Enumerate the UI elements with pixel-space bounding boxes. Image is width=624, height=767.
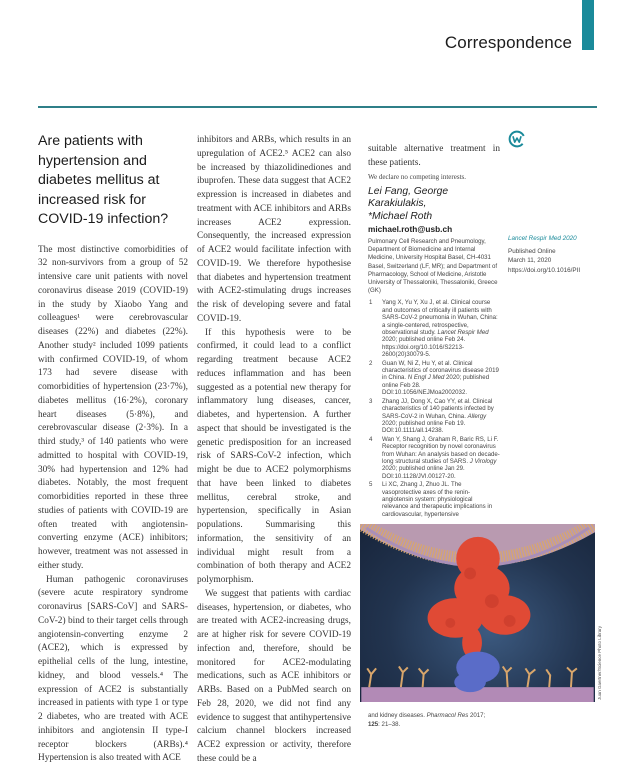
authors-line-2: *Michael Roth (368, 210, 433, 222)
journal-citation-link[interactable]: Lancet Respir Med 2020 (508, 235, 577, 242)
reference-item (368, 299, 500, 358)
publication-info (508, 247, 618, 275)
section-accent-bar (582, 0, 594, 50)
ref5-tail-journal: Pharmacol Res (426, 712, 469, 719)
reference-number: 2 (369, 359, 373, 367)
molecular-illustration (360, 524, 595, 702)
ref5-tail-text: and kidney diseases. (368, 712, 425, 719)
doi-link[interactable]: https://doi.org/10.1016/PII (508, 266, 581, 274)
reference-text: Li XC, Zhang J, Zhuo JL. The vasoprotective axes of the renin-angiotensin system: physiological relevance and therapeutic implications in cardiovascular, hypertensive (382, 481, 493, 518)
reference-5-continuation (368, 712, 588, 729)
reference-item (368, 436, 500, 480)
reference-text: Yang X, Yu Y, Xu J, et al. Clinical course and outcomes of critically ill patients with SARS-CoV-2 pneumonia in Wuhan, China: a single-centered, retrospective, observational study. (382, 299, 498, 337)
paragraph-alternative: suitable alternative treatment in these patients. (368, 144, 500, 168)
figure-credit: Juan Gaertner/Science Photo Library (597, 625, 602, 700)
article-column-3 (368, 143, 500, 519)
reference-list (368, 299, 500, 518)
reference-number: 5 (369, 481, 373, 489)
reference-journal: N Engl J Med (407, 374, 445, 382)
reference-details[interactable]: 2020; published online Feb 24. https://doi.org/10.1016/S2213-2600(20)30079-5. (382, 336, 466, 359)
paragraph-ace2-binding: Human pathogenic coronaviruses (severe acute respiratory syndrome coronavirus [SARS-CoV] and SARS-CoV-2) bind to their target cells through angiotensin-converting enzyme 2 (ACE2), which is expressed by epithelial cells of the lung, intestine, kidney, and blood vessels.⁴ The expression of ACE2 is substantially increased in patients with type 1 or type 2 diabetes, who are treated with ACE inhibitors and angiotensin II type-I receptor blockers (ARBs).⁴ Hypertension is also treated with ACE (38, 574, 188, 764)
reference-journal: Allergy (467, 412, 487, 420)
affiliation: Pulmonary Cell Research and Pneumology, Department of Biomedicine and Internal Medicine, University Hospital Basel, CH-4031 Basel, Switzerland (LF, MR); and Department of Pharmacology, School of Medicine, Aristotle University of Thessaloniki, Thessaloniki, Greece (GK) (368, 238, 498, 295)
paragraph-conflict: If this hypothesis were to be confirmed, it could lead to a conflict regarding treatment because ACE2 reduces inflammation and has been suggested as a potential new therapy for inflammatory lung diseases, cancer, diabetes, and hypertension. A further aspect that should be investigated is the genetic predisposition for an increased risk of SARS-CoV-2 infection, which might be due to ACE2 polymorphisms that have been linked to diabetes mellitus, cerebral stroke, and hypertension, specifically in Asian populations. Summarising this information, the sensitivity of an individual might result from a combination of both therapy and ACE2 polymorphism. (197, 327, 351, 585)
spike-protein (454, 652, 499, 693)
section-label: Correspondence (444, 33, 572, 52)
reference-text: Wan Y, Shang J, Graham R, Baric RS, Li F. Receptor recognition by novel coronavirus from Wuhan: An analysis based on decade-long structural studies of SARS. (382, 435, 500, 465)
reference-item (368, 398, 500, 435)
header-divider (38, 106, 597, 108)
paragraph-comorbidities: The most distinctive comorbidities of 32 non-survivors from a group of 52 intensive care unit patients with novel coronavirus disease 2019 (COVID-19) in the study by Xiaobo Yang and colleagues¹ were cerebrovascular diseases (22%) and diabetes (22%). Another study² included 1099 patients with confirmed COVID-19, of whom 173 had severe disease with comorbidities of hypertension (23·7%), diabetes mellitus (16·2%), coronary heart diseases (5·8%), and cerebrovascular disease (2·3%). In a third study,³ of 140 patients who were admitted to hospital with COVID-19, 30% had hypertension and 12% had diabetes. Notably, the most frequent comorbidities reported in these three studies of patients with COVID-19 are often treated with angiotensin-converting enzyme (ACE) inhibitors; however, treatment was not assessed in either study. (38, 244, 188, 571)
corresponding-email-link[interactable]: michael.roth@usb.ch (368, 224, 453, 234)
published-online-label: Published Online (508, 248, 556, 255)
reference-text: Zhang JJ, Dong X, Cao YY, et al. Clinical characteristics of 140 patients infected by SARS-CoV-2 in Wuhan, China. (382, 397, 494, 420)
published-date: March 11, 2020 (508, 257, 552, 265)
reference-details[interactable]: 2020; published online Jan 29. DOI:10.1128/JVI.00127-20. (382, 465, 465, 480)
reference-details[interactable]: 2020; published online Feb 28. DOI:10.1056/NEJMoa2002032. (382, 374, 490, 397)
paragraph-hypothesis: inhibitors and ARBs, which results in an upregulation of ACE2.⁵ ACE2 can also be increased by thiazolidinediones and ibuprofen. These data suggest that ACE2 expression is increased in diabetes and treatment with ACE inhibitors and ARBs increases ACE2 expression. Consequently, the increased expression of ACE2 would facilitate infection with COVID-19. We therefore hypothesise that diabetes and hypertension treatment with ACE2-stimulating drugs increases the risk of developing severe and fatal COVID-19. (197, 135, 351, 324)
reference-item (368, 360, 500, 397)
w-at-logo-icon (508, 130, 526, 148)
reference-text: Guan W, Ni Z, Hu Y, et al. Clinical characteristics of coronavirus disease 2019 in China. (382, 359, 499, 382)
reference-number: 3 (369, 397, 373, 405)
ref5-tail-pages: : 21–38. (378, 720, 401, 728)
ref5-tail-year: 2017; (470, 712, 486, 719)
competing-interests: We declare no competing interests. (368, 172, 466, 181)
article-title: Are patients with hypertension and diabetes mellitus at increased risk for COVID-19 infection? (38, 133, 169, 227)
reference-number: 1 (369, 299, 373, 307)
reference-journal: J Virology (469, 457, 497, 465)
reference-journal: Lancet Respir Med (437, 329, 489, 337)
article-column-1 (38, 132, 188, 766)
authors-line-1: Lei Fang, George Karakiulakis, (368, 185, 449, 209)
reference-item (368, 481, 500, 518)
reference-details[interactable]: 2020; published online Feb 19. DOI:10.1111/all.14238. (382, 419, 466, 435)
article-column-2 (197, 134, 351, 767)
reference-number: 4 (369, 435, 373, 443)
paragraph-suggestion: We suggest that patients with cardiac diseases, hypertension, or diabetes, who are treated with ACE2-increasing drugs, are at higher risk for severe COVID-19 infection and, therefore, should be monitored for ACE2-modulating medications, such as ACE inhibitors or ARBs. Based on a PubMed search on Feb 28, 2020, we did not find any evidence to suggest that antihypertensive calcium channel blockers increased ACE2 expression or activity, therefore these could be a (197, 588, 351, 764)
ace2-spike-illustration (360, 524, 595, 702)
ref5-tail-volume: 125 (368, 720, 379, 728)
